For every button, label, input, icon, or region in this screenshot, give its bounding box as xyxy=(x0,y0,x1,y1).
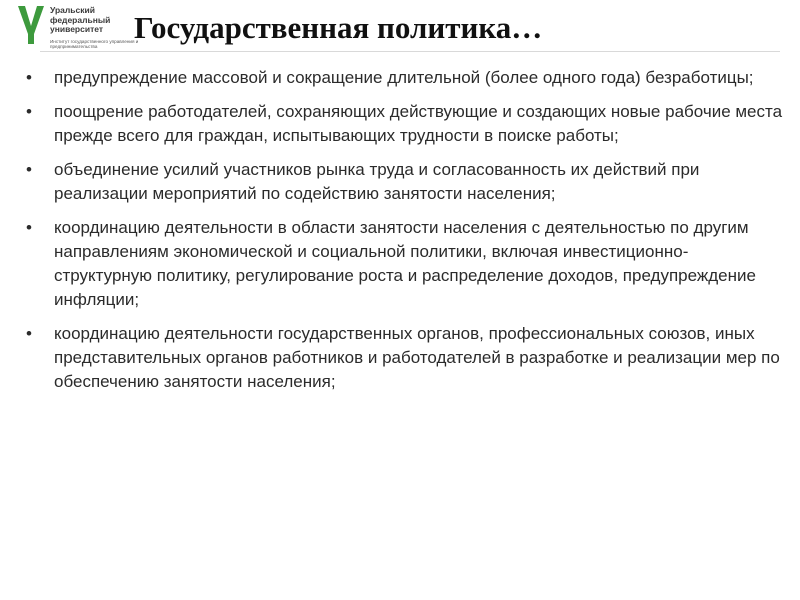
bullet-text: координацию деятельности государственных органов, профессиональных союзов, иных представительных органов работников и работодателей в разработке и реализации мер по обеспечению занятости населения; xyxy=(54,324,780,391)
bullet-marker: • xyxy=(26,160,32,179)
bullet-marker: • xyxy=(26,68,32,87)
bullet-marker: • xyxy=(26,218,32,237)
title-divider xyxy=(40,51,780,52)
university-logo xyxy=(16,4,146,50)
bullet-list xyxy=(26,66,784,404)
bullet-item xyxy=(26,322,784,394)
slide-title: Государственная политика… xyxy=(134,10,543,45)
bullet-marker: • xyxy=(26,102,32,121)
bullet-marker: • xyxy=(26,324,32,343)
urfu-logo-icon xyxy=(16,4,46,46)
bullet-text: объединение усилий участников рынка труда и согласованность их действий при реализации мероприятий по содействию занятости населения; xyxy=(54,160,700,203)
bullet-text: предупреждение массовой и сокращение длительной (более одного года) безработицы; xyxy=(54,68,754,87)
bullet-item xyxy=(26,66,784,90)
logo-institute-name: Институт государственного управления и предпринимательства xyxy=(50,38,139,49)
logo-university-name: Уральский федеральный университет xyxy=(50,5,111,34)
bullet-text: поощрение работодателей, сохраняющих действующие и создающих новые рабочие места прежде всего для граждан, испытывающих трудности в поиске работы; xyxy=(54,102,783,145)
bullet-item xyxy=(26,158,784,206)
bullet-text: координацию деятельности в области занятости населения с деятельностью по другим направлениям экономической и социальной политики, включая инвестиционно-структурную политику, регулирование роста и распределение доходов, предупреждение инфляции; xyxy=(54,218,756,309)
bullet-item xyxy=(26,100,784,148)
bullet-item xyxy=(26,216,784,312)
